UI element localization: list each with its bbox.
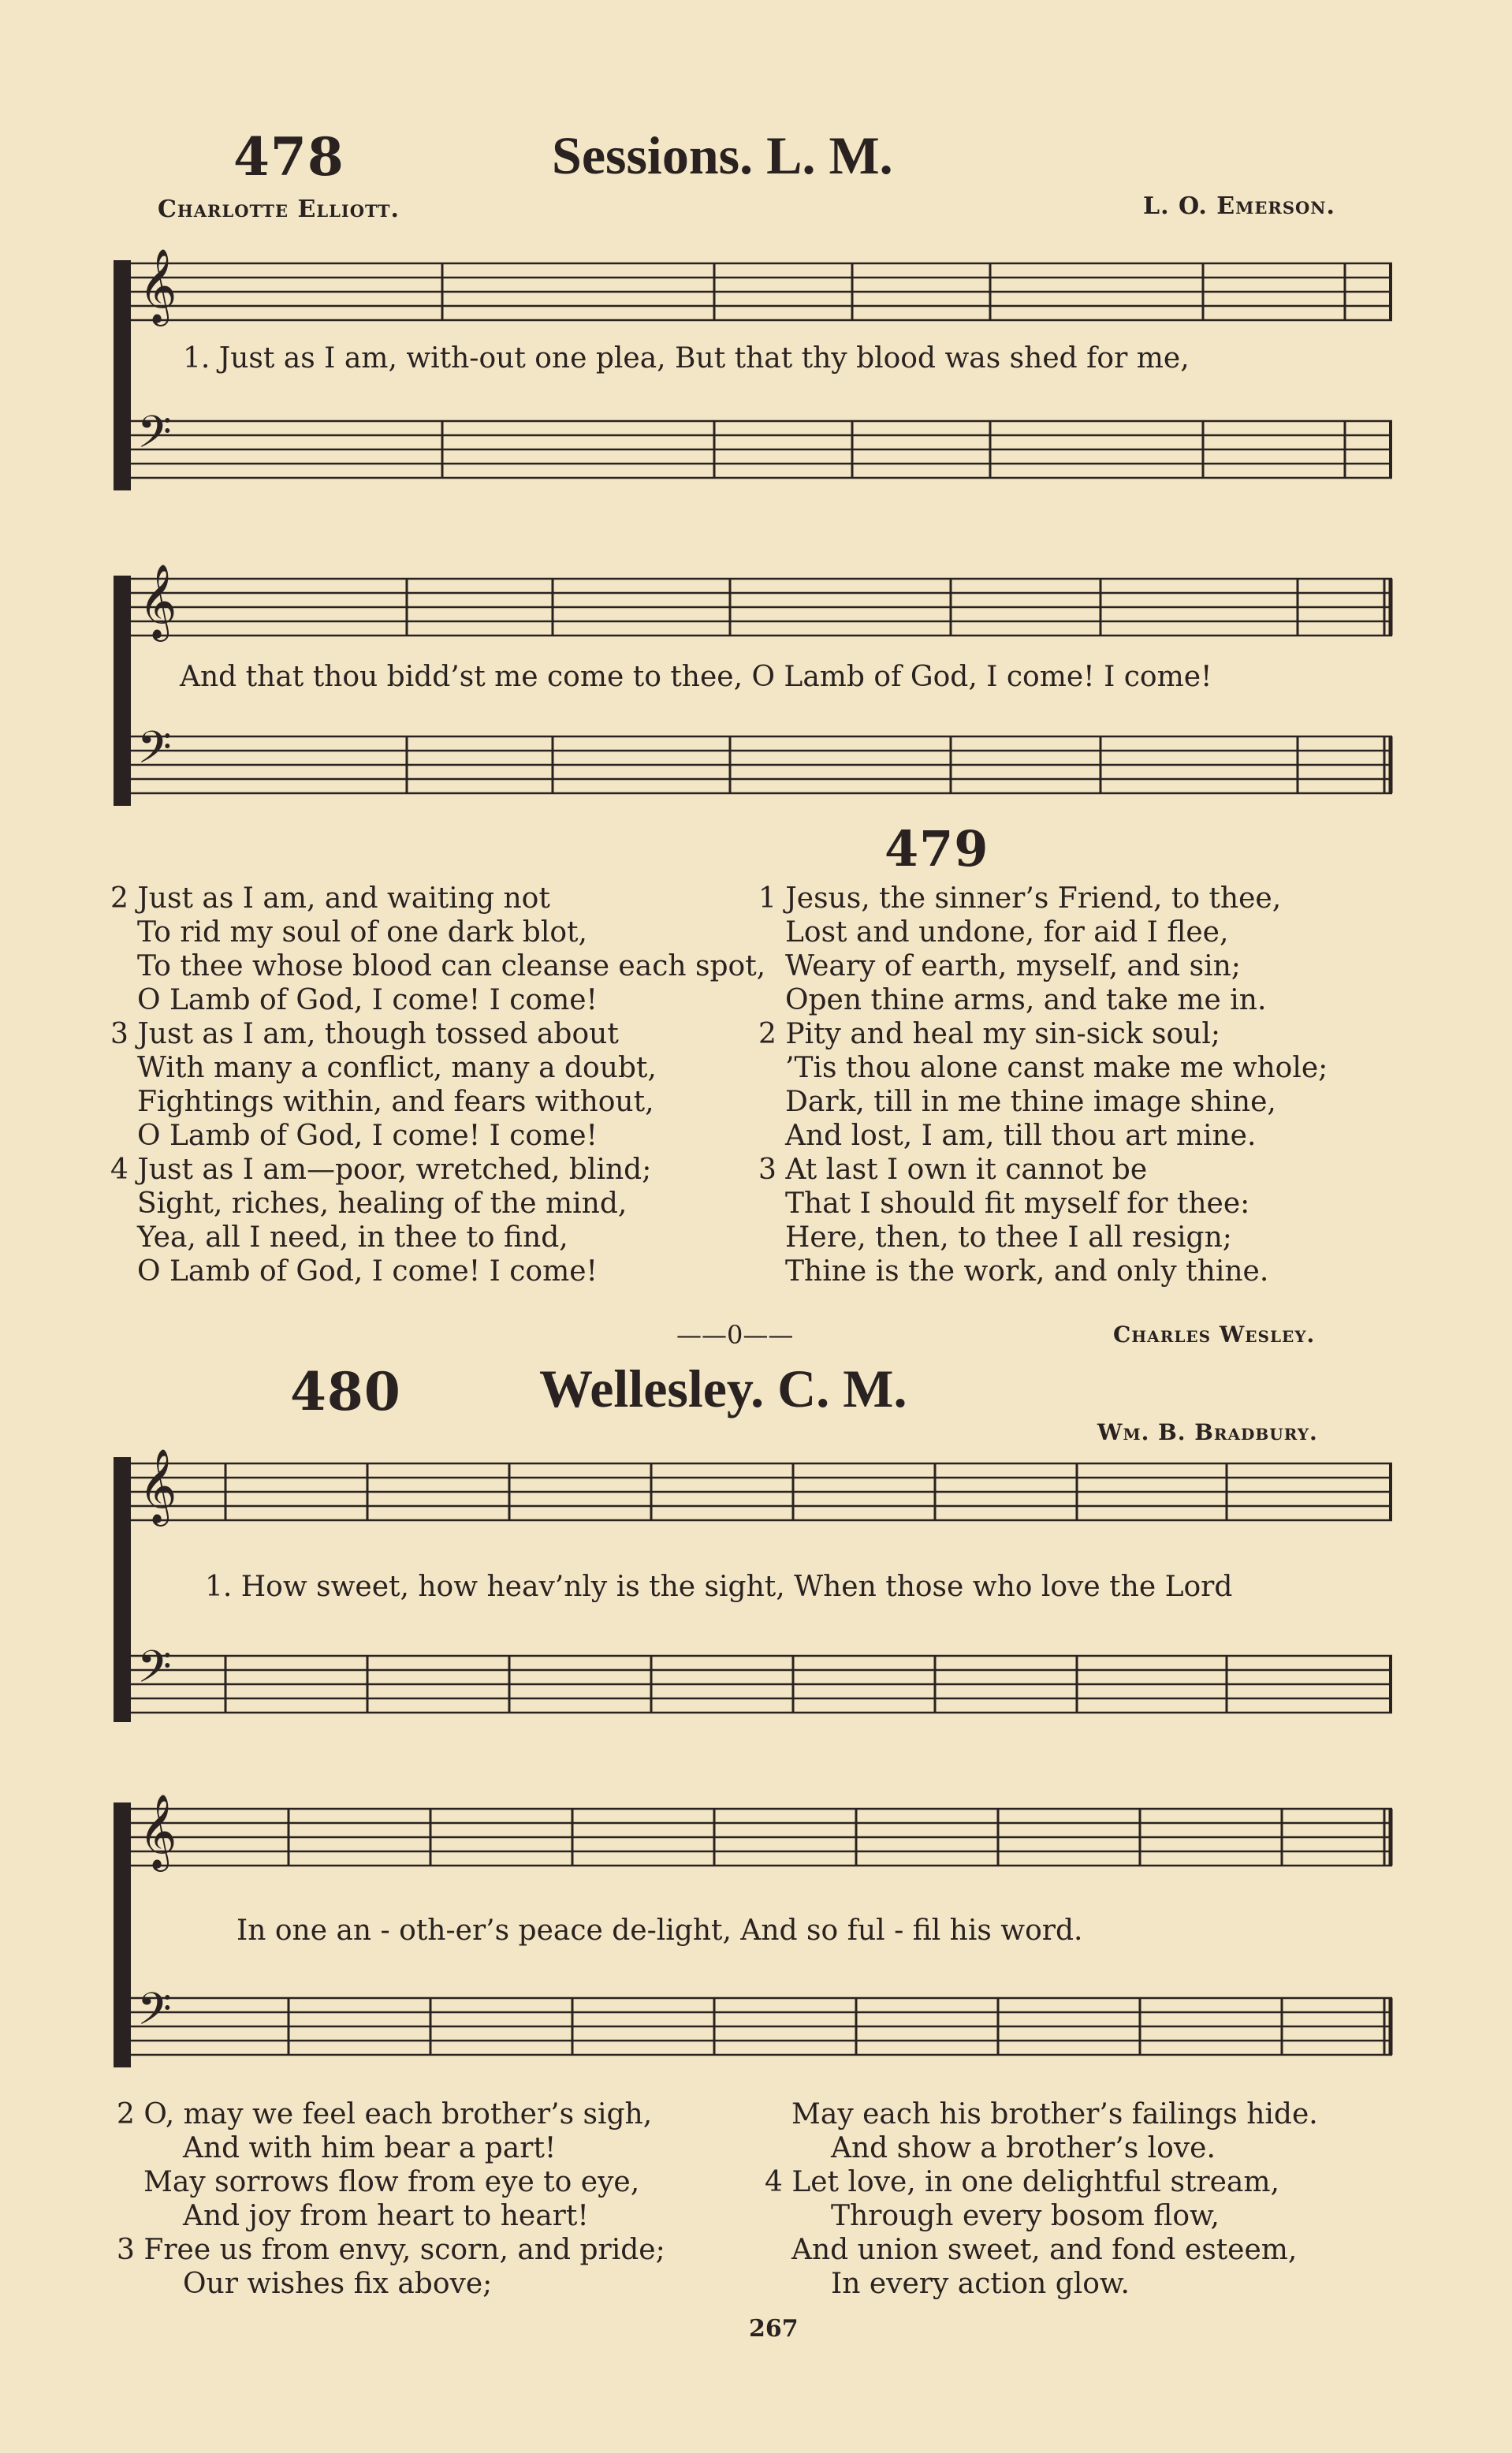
- lyric-line-480-1: 1. How sweet, how heav’nly is the sight, When those who love the Lord: [205, 1571, 1233, 1603]
- verse-line: And show a brother’s love.: [831, 2132, 1216, 2164]
- hymn-number-478: 478: [233, 126, 344, 188]
- verse-line: 3 Free us from envy, scorn, and pride;: [117, 2234, 665, 2266]
- treble-staff-480-1: [131, 1460, 1392, 1523]
- verse-line: 4 Let love, in one delightful stream,: [765, 2166, 1279, 2198]
- verses-479: [758, 882, 1328, 1288]
- treble-staff-480-2: [131, 1806, 1392, 1869]
- composer-credit-480: Wm. B. Bradbury.: [1097, 1419, 1318, 1445]
- verses-480-left: [117, 2097, 665, 2301]
- bass-clef-icon: 𝄢: [137, 1984, 172, 2046]
- verse-line: And lost, I am, till thou art mine.: [785, 1120, 1257, 1152]
- lyric-line-480-2: In one an - oth-er’s peace de-light, And so ful - fil his word.: [236, 1914, 1083, 1947]
- lyric-line-478-2: And that thou bidd’st me come to thee, O Lamb of God, I come! I come!: [180, 661, 1212, 693]
- verse-line: 3 At last I own it cannot be: [758, 1154, 1148, 1186]
- verse-line: May each his brother’s failings hide.: [791, 2098, 1318, 2131]
- treble-clef-icon: 𝄞: [139, 1794, 177, 1869]
- verse-line: To thee whose blood can cleanse each spot,: [137, 950, 766, 982]
- hymn-number-479: 479: [884, 820, 989, 878]
- author-credit-478: Charlotte Elliott.: [158, 196, 400, 223]
- verse-line: Through every bosom flow,: [831, 2200, 1220, 2232]
- verse-line: And union sweet, and fond esteem,: [791, 2234, 1298, 2266]
- verse-line: 3 Just as I am, though tossed about: [110, 1018, 619, 1050]
- verse-line: To rid my soul of one dark blot,: [137, 916, 587, 949]
- verse-line: Yea, all I need, in thee to find,: [137, 1221, 568, 1254]
- system-brace-478-1: [114, 260, 131, 490]
- verse-line: Here, then, to thee I all resign;: [785, 1221, 1232, 1254]
- treble-staff-478-2: [131, 576, 1392, 639]
- verse-line: 2 Pity and heal my sin-sick soul;: [758, 1018, 1221, 1050]
- verse-line: With many a conflict, many a doubt,: [137, 1052, 657, 1084]
- verse-line: Lost and undone, for aid I flee,: [785, 916, 1229, 949]
- verse-line: That I should fit myself for thee:: [785, 1187, 1250, 1220]
- verse-line: Weary of earth, myself, and sin;: [785, 950, 1241, 982]
- system-brace-480-2: [114, 1802, 131, 2067]
- verse-line: Our wishes fix above;: [183, 2268, 493, 2300]
- lyric-line-478-1: 1. Just as I am, with-out one plea, But that thy blood was shed for me,: [183, 342, 1190, 375]
- verse-line: And with him bear a part!: [183, 2132, 557, 2164]
- verse-line: 2 Just as I am, and waiting not: [110, 882, 550, 915]
- verse-line: Dark, till in me thine image shine,: [785, 1086, 1276, 1118]
- bass-staff-478-2: [131, 733, 1392, 796]
- verse-line: Thine is the work, and only thine.: [785, 1255, 1269, 1288]
- composer-credit-478: L. O. Emerson.: [1143, 192, 1335, 220]
- bass-clef-icon: 𝄢: [137, 1642, 172, 1704]
- verse-line: May sorrows flow from eye to eye,: [143, 2166, 640, 2198]
- verses-478: [110, 882, 765, 1288]
- bass-staff-480-2: [131, 1995, 1392, 2058]
- hymn-number-480: 480: [290, 1361, 401, 1422]
- author-credit-479: Charles Wesley.: [1113, 1322, 1316, 1348]
- bass-staff-478-1: [131, 418, 1392, 481]
- hymn-title-wellesley: Wellesley. C. M.: [539, 1359, 907, 1418]
- verse-line: And joy from heart to heart!: [183, 2200, 589, 2232]
- treble-clef-icon: 𝄞: [139, 1448, 177, 1523]
- verse-line: O Lamb of God, I come! I come!: [137, 1255, 598, 1288]
- section-separator: ——0——: [676, 1320, 794, 1350]
- treble-clef-icon: 𝄞: [139, 564, 177, 639]
- bass-clef-icon: 𝄢: [137, 407, 172, 469]
- verse-line: Fightings within, and fears without,: [137, 1086, 654, 1118]
- verse-line: 2 O, may we feel each brother’s sigh,: [117, 2098, 653, 2131]
- verse-line: Open thine arms, and take me in.: [785, 984, 1267, 1016]
- verse-line: O Lamb of God, I come! I come!: [137, 1120, 598, 1152]
- bass-clef-icon: 𝄢: [137, 722, 172, 785]
- page-number: 267: [749, 2315, 799, 2343]
- verse-line: Sight, riches, healing of the mind,: [137, 1187, 628, 1220]
- treble-clef-icon: 𝄞: [139, 248, 177, 323]
- verse-line: In every action glow.: [831, 2268, 1130, 2300]
- verse-line: 1 Jesus, the sinner’s Friend, to thee,: [758, 882, 1282, 915]
- bass-staff-480-1: [131, 1653, 1392, 1716]
- hymn-title-sessions: Sessions. L. M.: [552, 125, 893, 185]
- verse-line: ’Tis thou alone canst make me whole;: [785, 1052, 1328, 1084]
- system-brace-478-2: [114, 576, 131, 806]
- verses-480-right: [765, 2097, 1318, 2301]
- system-brace-480-1: [114, 1457, 131, 1722]
- treble-staff-478-1: [131, 260, 1392, 323]
- verse-line: O Lamb of God, I come! I come!: [137, 984, 598, 1016]
- verse-line: 4 Just as I am—poor, wretched, blind;: [110, 1154, 652, 1186]
